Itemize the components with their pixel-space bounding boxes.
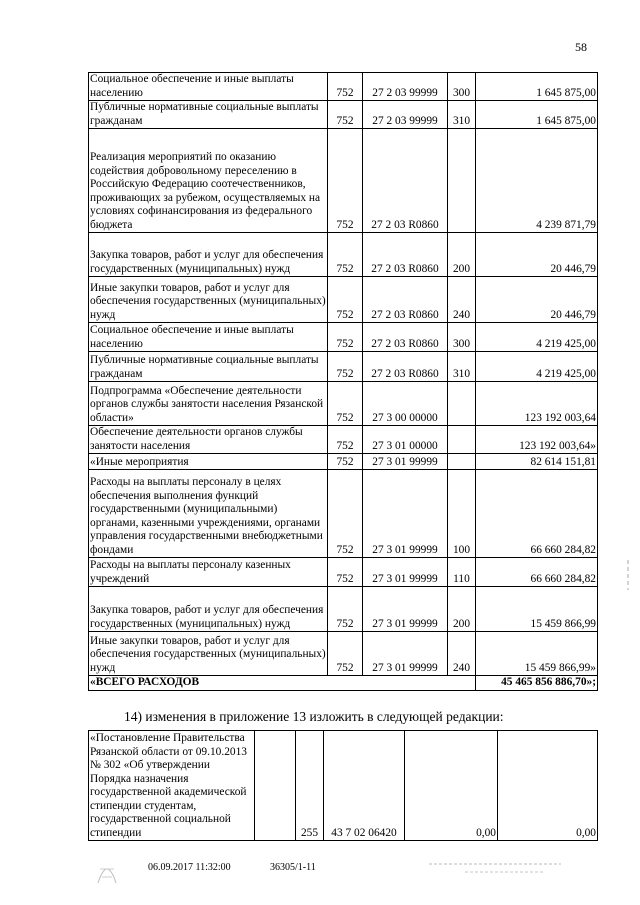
row-code: 27 2 03 R0860 [363, 277, 448, 323]
row-g: 752 [328, 73, 363, 101]
row-kind: 240 [448, 632, 476, 676]
row-name: Закупка товаров, работ и услуг для обеспечения государственных (муниципальных) нужд [89, 233, 328, 277]
row-code: 27 3 01 99999 [363, 558, 448, 587]
row-g: 752 [328, 632, 363, 676]
appendix-g: 255 [296, 731, 324, 841]
row-name: Иные закупки товаров, работ и услуг для обеспечения государственных (муниципальных) нужд [89, 277, 328, 323]
row-name: Иные закупки товаров, работ и услуг для обеспечения государственных (муниципальных) нужд [89, 632, 328, 676]
row-kind [448, 426, 476, 454]
appendix-name: «Постановление Правительства Рязанской области от 09.10.2013 № 302 «Об утверждении Порядка назначения государственной академической стипендии студентам, государственной социальной стипендии [89, 731, 255, 841]
row-code: 27 3 00 00000 [363, 382, 448, 426]
row-name: Реализация мероприятий по оказанию содействия добровольному переселению в Российскую Федерацию соотечественников, проживающих за рубежом, осуществляемых на условиях софинансирования из федерального бюджета [89, 129, 328, 233]
row-g: 752 [328, 323, 363, 352]
row-name: Обеспечение деятельности органов службы занятости населения [89, 426, 328, 454]
expenses-table [88, 72, 598, 691]
table-row [89, 277, 598, 323]
row-g: 752 [328, 352, 363, 382]
table-row [89, 470, 598, 558]
row-name: Расходы на выплаты персоналу в целях обеспечения выполнения функций государственными (муниципальными) органами, казенными учреждениями, органами управления государственными внебюджетными фондами [89, 470, 328, 558]
row-kind [448, 129, 476, 233]
row-kind [448, 382, 476, 426]
row-name: Социальное обеспечение и иные выплаты населению [89, 323, 328, 352]
row-code: 27 2 03 99999 [363, 73, 448, 101]
row-g: 752 [328, 426, 363, 454]
row-kind: 200 [448, 587, 476, 632]
table-row [89, 233, 598, 277]
footer-doc-number: 36305/1-11 [270, 862, 316, 873]
row-kind: 300 [448, 73, 476, 101]
footer-datetime: 06.09.2017 11:32:00 [148, 862, 231, 873]
row-sum: 123 192 003,64» [476, 426, 598, 454]
total-sum: 45 465 856 886,70»; [476, 676, 598, 691]
row-g: 752 [328, 277, 363, 323]
row-code: 27 2 03 R0860 [363, 129, 448, 233]
row-sum: 66 660 284,82 [476, 558, 598, 587]
row-sum: 15 459 866,99 [476, 587, 598, 632]
scan-mark-icon [92, 853, 122, 889]
table-row [89, 73, 598, 101]
row-kind: 300 [448, 323, 476, 352]
row-sum: 4 239 871,79 [476, 129, 598, 233]
row-sum: 82 614 151,81 [476, 454, 598, 470]
total-row [89, 676, 598, 691]
row-sum: 1 645 875,00 [476, 73, 598, 101]
row-sum: 20 446,79 [476, 233, 598, 277]
table-row [89, 558, 598, 587]
appendix-code: 43 7 02 06420 [324, 731, 405, 841]
row-name: Публичные нормативные социальные выплаты гражданам [89, 101, 328, 129]
edge-mark-icon [626, 560, 630, 590]
row-kind: 310 [448, 352, 476, 382]
row-g: 752 [328, 558, 363, 587]
row-code: 27 2 03 99999 [363, 101, 448, 129]
table-row [89, 352, 598, 382]
row-code: 27 2 03 R0860 [363, 352, 448, 382]
row-g: 752 [328, 101, 363, 129]
table-row [89, 382, 598, 426]
row-kind: 110 [448, 558, 476, 587]
row-kind: 310 [448, 101, 476, 129]
row-name: Закупка товаров, работ и услуг для обеспечения государственных (муниципальных) нужд [89, 587, 328, 632]
row-g: 752 [328, 454, 363, 470]
total-label: «ВСЕГО РАСХОДОВ [89, 676, 476, 691]
row-kind: 200 [448, 233, 476, 277]
page-number: 58 [575, 40, 587, 54]
row-g: 752 [328, 382, 363, 426]
row-code: 27 2 03 R0860 [363, 323, 448, 352]
table-row [89, 587, 598, 632]
appendix-row [89, 731, 598, 841]
appendix-empty [255, 731, 296, 841]
table-row [89, 101, 598, 129]
appendix-value-1: 0,00 [405, 731, 498, 841]
row-code: 27 3 01 99999 [363, 454, 448, 470]
row-code: 27 3 01 99999 [363, 632, 448, 676]
row-kind [448, 454, 476, 470]
faint-stamp-icon [425, 858, 565, 880]
row-sum: 123 192 003,64 [476, 382, 598, 426]
row-name: Подпрограмма «Обеспечение деятельности органов службы занятости населения Рязанской области» [89, 382, 328, 426]
row-sum: 4 219 425,00 [476, 352, 598, 382]
row-name: Социальное обеспечение и иные выплаты населению [89, 73, 328, 101]
row-g: 752 [328, 129, 363, 233]
row-sum: 15 459 866,99» [476, 632, 598, 676]
row-sum: 4 219 425,00 [476, 323, 598, 352]
expenses-table-body [89, 73, 598, 691]
row-name: Расходы на выплаты персоналу казенных учреждений [89, 558, 328, 587]
row-name: Публичные нормативные социальные выплаты гражданам [89, 352, 328, 382]
row-sum: 66 660 284,82 [476, 470, 598, 558]
table-row [89, 426, 598, 454]
row-name: «Иные мероприятия [89, 454, 328, 470]
row-g: 752 [328, 470, 363, 558]
row-g: 752 [328, 233, 363, 277]
appendix-value-2: 0,00 [498, 731, 598, 841]
row-kind: 240 [448, 277, 476, 323]
row-code: 27 3 01 99999 [363, 587, 448, 632]
section-heading: 14) изменения в приложение 13 изложить в следующей редакции: [124, 709, 504, 724]
appendix-table [88, 730, 598, 841]
row-code: 27 3 01 00000 [363, 426, 448, 454]
row-sum: 20 446,79 [476, 277, 598, 323]
table-row [89, 323, 598, 352]
table-row [89, 454, 598, 470]
table-row [89, 632, 598, 676]
table-row [89, 129, 598, 233]
row-g: 752 [328, 587, 363, 632]
row-code: 27 3 01 99999 [363, 470, 448, 558]
row-code: 27 2 03 R0860 [363, 233, 448, 277]
row-sum: 1 645 875,00 [476, 101, 598, 129]
row-kind: 100 [448, 470, 476, 558]
